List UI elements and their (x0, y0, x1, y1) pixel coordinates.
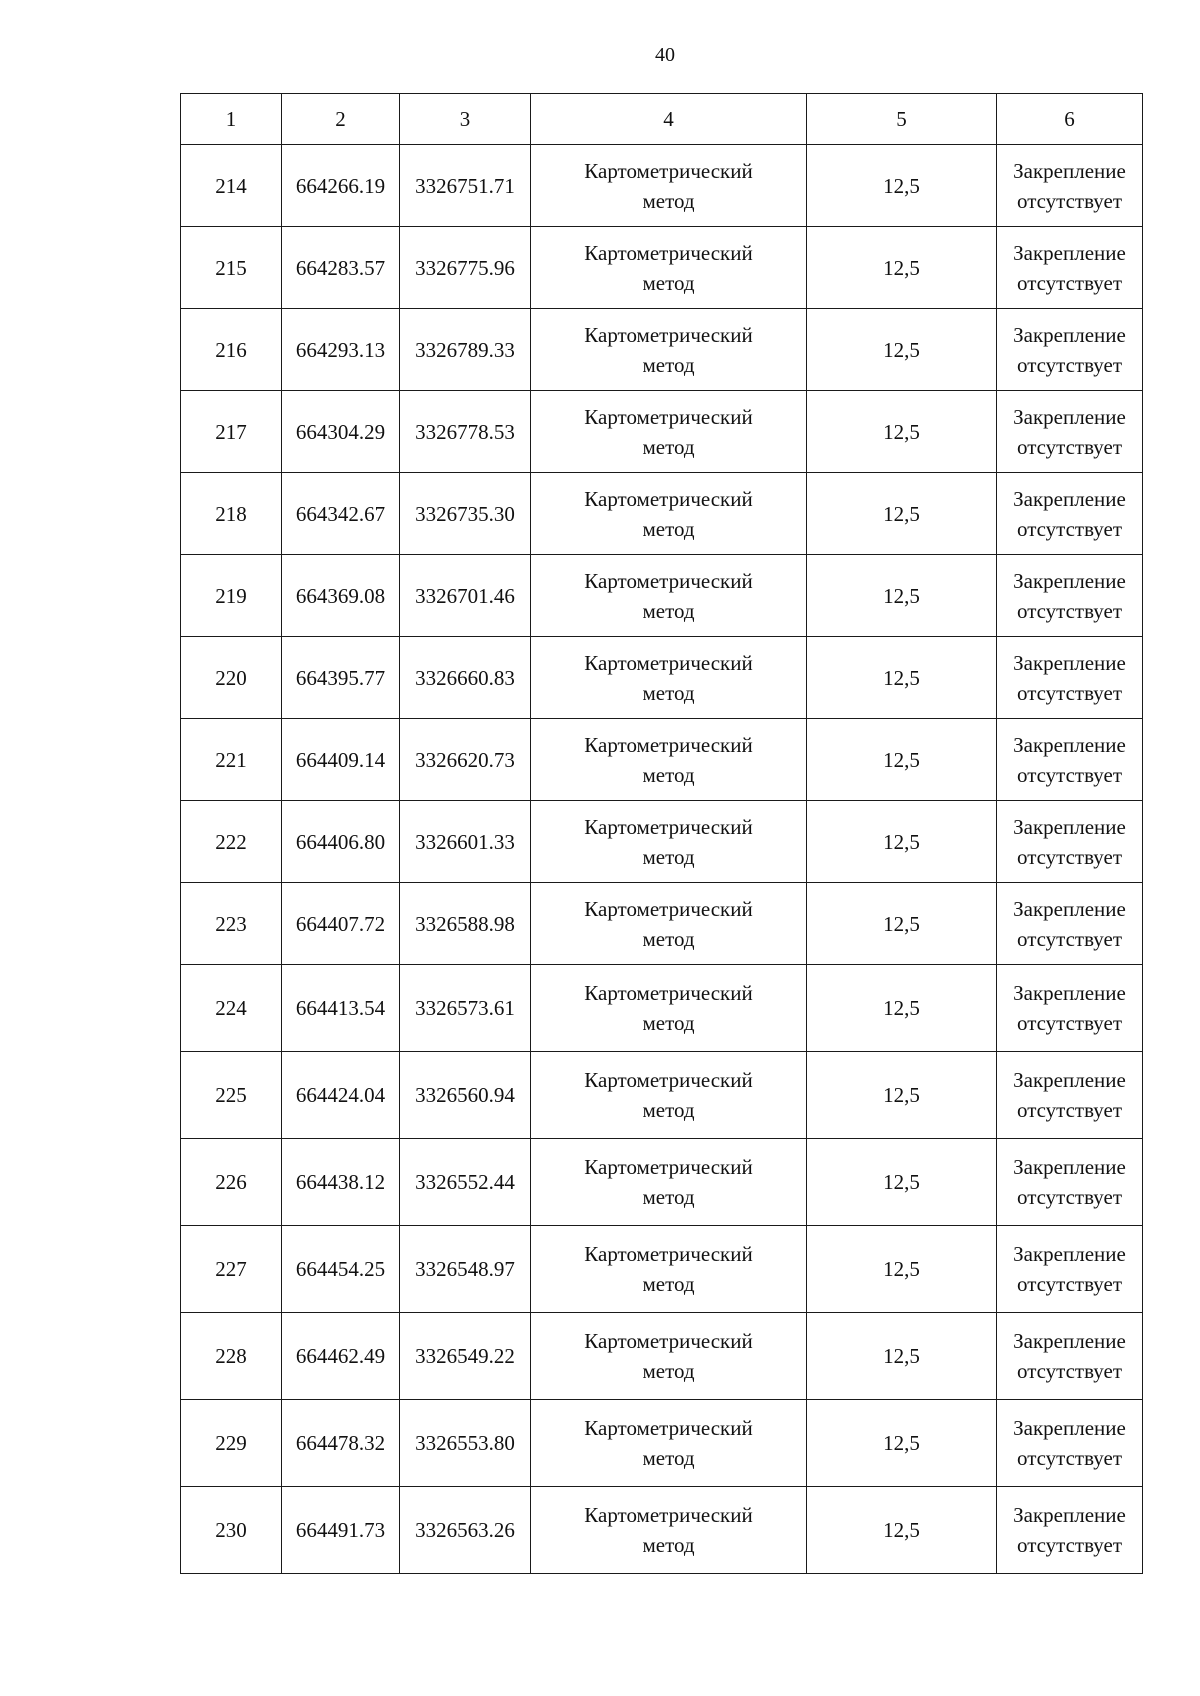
column-header-5: 5 (807, 94, 997, 145)
x-coordinate-cell: 664438.12 (282, 1139, 400, 1226)
y-coordinate-cell: 3326778.53 (400, 391, 531, 473)
table-header (181, 94, 1143, 145)
method-cell: Картометрический метод (531, 227, 807, 309)
precision-cell: 12,5 (807, 309, 997, 391)
point-number-cell: 226 (181, 1139, 282, 1226)
method-cell: Картометрический метод (531, 883, 807, 965)
table-row (181, 801, 1143, 883)
point-number-cell: 214 (181, 145, 282, 227)
point-number-cell: 228 (181, 1313, 282, 1400)
y-coordinate-cell: 3326620.73 (400, 719, 531, 801)
x-coordinate-cell: 664407.72 (282, 883, 400, 965)
point-number-cell: 218 (181, 473, 282, 555)
column-header-1: 1 (181, 94, 282, 145)
method-cell: Картометрический метод (531, 473, 807, 555)
method-cell: Картометрический метод (531, 965, 807, 1052)
table-row (181, 719, 1143, 801)
x-coordinate-cell: 664409.14 (282, 719, 400, 801)
x-coordinate-cell: 664413.54 (282, 965, 400, 1052)
method-cell: Картометрический метод (531, 145, 807, 227)
table-row (181, 965, 1143, 1052)
fixing-description-cell: Закрепление отсутствует (997, 1313, 1143, 1400)
point-number-cell: 220 (181, 637, 282, 719)
y-coordinate-cell: 3326601.33 (400, 801, 531, 883)
y-coordinate-cell: 3326660.83 (400, 637, 531, 719)
column-header-2: 2 (282, 94, 400, 145)
point-number-cell: 219 (181, 555, 282, 637)
column-header-6: 6 (997, 94, 1143, 145)
table-row (181, 637, 1143, 719)
fixing-description-cell: Закрепление отсутствует (997, 1226, 1143, 1313)
fixing-description-cell: Закрепление отсутствует (997, 145, 1143, 227)
y-coordinate-cell: 3326553.80 (400, 1400, 531, 1487)
x-coordinate-cell: 664462.49 (282, 1313, 400, 1400)
x-coordinate-cell: 664454.25 (282, 1226, 400, 1313)
y-coordinate-cell: 3326573.61 (400, 965, 531, 1052)
method-cell: Картометрический метод (531, 555, 807, 637)
x-coordinate-cell: 664369.08 (282, 555, 400, 637)
y-coordinate-cell: 3326588.98 (400, 883, 531, 965)
table-body (181, 145, 1143, 1574)
precision-cell: 12,5 (807, 1487, 997, 1574)
precision-cell: 12,5 (807, 473, 997, 555)
table-row (181, 1052, 1143, 1139)
precision-cell: 12,5 (807, 227, 997, 309)
method-cell: Картометрический метод (531, 719, 807, 801)
method-cell: Картометрический метод (531, 637, 807, 719)
column-header-4: 4 (531, 94, 807, 145)
y-coordinate-cell: 3326751.71 (400, 145, 531, 227)
method-cell: Картометрический метод (531, 1052, 807, 1139)
table-row (181, 1400, 1143, 1487)
column-header-3: 3 (400, 94, 531, 145)
fixing-description-cell: Закрепление отсутствует (997, 309, 1143, 391)
point-number-cell: 225 (181, 1052, 282, 1139)
x-coordinate-cell: 664293.13 (282, 309, 400, 391)
method-cell: Картометрический метод (531, 801, 807, 883)
y-coordinate-cell: 3326563.26 (400, 1487, 531, 1574)
header-row (181, 94, 1143, 145)
x-coordinate-cell: 664342.67 (282, 473, 400, 555)
fixing-description-cell: Закрепление отсутствует (997, 1052, 1143, 1139)
x-coordinate-cell: 664266.19 (282, 145, 400, 227)
point-number-cell: 230 (181, 1487, 282, 1574)
table-row (181, 555, 1143, 637)
fixing-description-cell: Закрепление отсутствует (997, 1400, 1143, 1487)
fixing-description-cell: Закрепление отсутствует (997, 1487, 1143, 1574)
precision-cell: 12,5 (807, 883, 997, 965)
point-number-cell: 223 (181, 883, 282, 965)
table-row (181, 1313, 1143, 1400)
point-number-cell: 227 (181, 1226, 282, 1313)
page-number: 40 (655, 44, 675, 66)
method-cell: Картометрический метод (531, 1226, 807, 1313)
fixing-description-cell: Закрепление отсутствует (997, 965, 1143, 1052)
fixing-description-cell: Закрепление отсутствует (997, 555, 1143, 637)
table-row (181, 473, 1143, 555)
x-coordinate-cell: 664283.57 (282, 227, 400, 309)
method-cell: Картометрический метод (531, 1139, 807, 1226)
point-number-cell: 217 (181, 391, 282, 473)
table-row (181, 1226, 1143, 1313)
y-coordinate-cell: 3326548.97 (400, 1226, 531, 1313)
precision-cell: 12,5 (807, 555, 997, 637)
precision-cell: 12,5 (807, 1052, 997, 1139)
table-row (181, 1487, 1143, 1574)
method-cell: Картометрический метод (531, 391, 807, 473)
y-coordinate-cell: 3326701.46 (400, 555, 531, 637)
table-row (181, 391, 1143, 473)
fixing-description-cell: Закрепление отсутствует (997, 227, 1143, 309)
point-number-cell: 216 (181, 309, 282, 391)
method-cell: Картометрический метод (531, 1400, 807, 1487)
table-row (181, 145, 1143, 227)
fixing-description-cell: Закрепление отсутствует (997, 801, 1143, 883)
x-coordinate-cell: 664491.73 (282, 1487, 400, 1574)
point-number-cell: 229 (181, 1400, 282, 1487)
precision-cell: 12,5 (807, 965, 997, 1052)
fixing-description-cell: Закрепление отсутствует (997, 719, 1143, 801)
method-cell: Картометрический метод (531, 309, 807, 391)
y-coordinate-cell: 3326775.96 (400, 227, 531, 309)
x-coordinate-cell: 664406.80 (282, 801, 400, 883)
point-number-cell: 215 (181, 227, 282, 309)
fixing-description-cell: Закрепление отсутствует (997, 1139, 1143, 1226)
fixing-description-cell: Закрепление отсутствует (997, 391, 1143, 473)
x-coordinate-cell: 664424.04 (282, 1052, 400, 1139)
precision-cell: 12,5 (807, 145, 997, 227)
method-cell: Картометрический метод (531, 1487, 807, 1574)
method-cell: Картометрический метод (531, 1313, 807, 1400)
y-coordinate-cell: 3326560.94 (400, 1052, 531, 1139)
table-row (181, 883, 1143, 965)
x-coordinate-cell: 664304.29 (282, 391, 400, 473)
precision-cell: 12,5 (807, 1226, 997, 1313)
y-coordinate-cell: 3326789.33 (400, 309, 531, 391)
y-coordinate-cell: 3326549.22 (400, 1313, 531, 1400)
precision-cell: 12,5 (807, 801, 997, 883)
y-coordinate-cell: 3326552.44 (400, 1139, 531, 1226)
x-coordinate-cell: 664478.32 (282, 1400, 400, 1487)
fixing-description-cell: Закрепление отсутствует (997, 637, 1143, 719)
y-coordinate-cell: 3326735.30 (400, 473, 531, 555)
fixing-description-cell: Закрепление отсутствует (997, 473, 1143, 555)
precision-cell: 12,5 (807, 1139, 997, 1226)
precision-cell: 12,5 (807, 1313, 997, 1400)
precision-cell: 12,5 (807, 1400, 997, 1487)
point-number-cell: 224 (181, 965, 282, 1052)
precision-cell: 12,5 (807, 391, 997, 473)
table-row (181, 1139, 1143, 1226)
x-coordinate-cell: 664395.77 (282, 637, 400, 719)
precision-cell: 12,5 (807, 719, 997, 801)
table-row (181, 309, 1143, 391)
table-row (181, 227, 1143, 309)
fixing-description-cell: Закрепление отсутствует (997, 883, 1143, 965)
precision-cell: 12,5 (807, 637, 997, 719)
point-number-cell: 221 (181, 719, 282, 801)
point-number-cell: 222 (181, 801, 282, 883)
coordinates-table (180, 93, 1143, 1574)
